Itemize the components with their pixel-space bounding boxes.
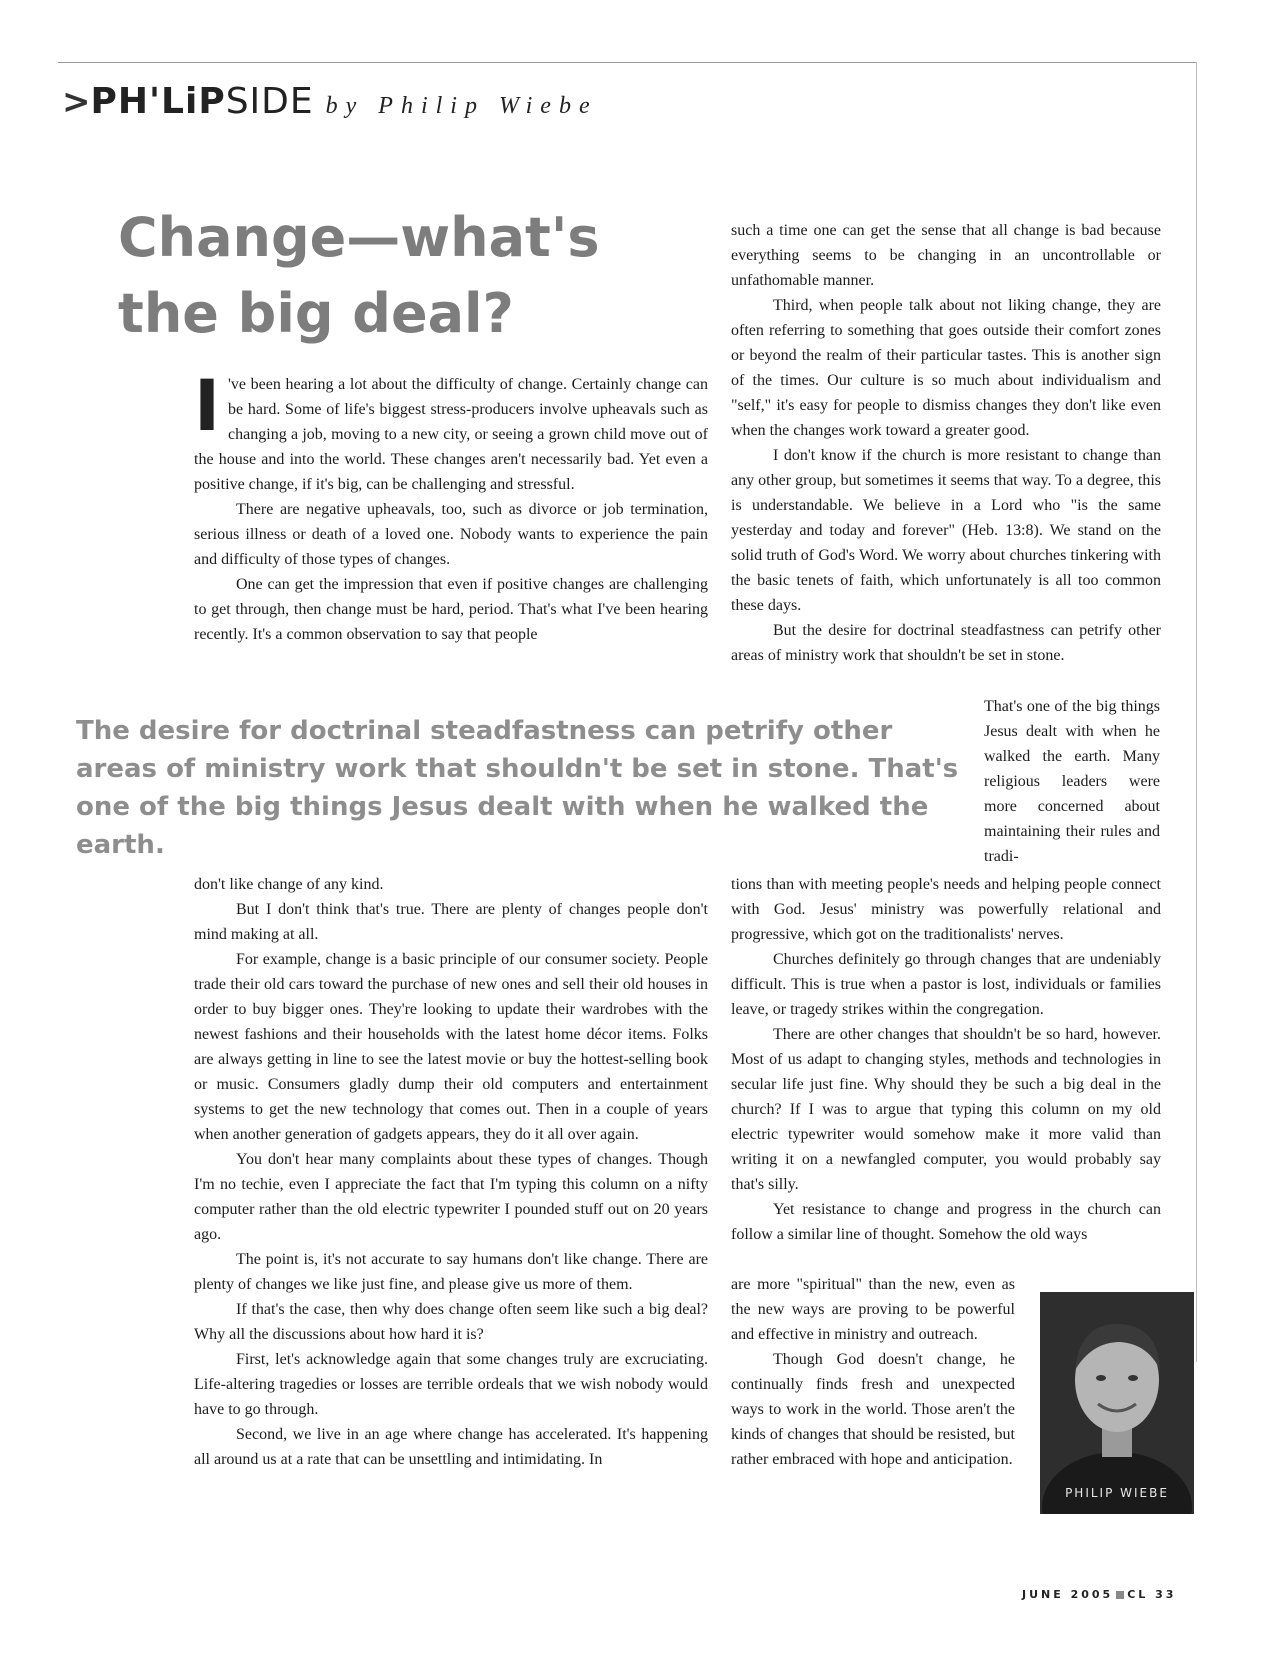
paragraph: First, let's acknowledge again that some changes truly are excruciating. Life-altering tragedies or losses are terrible ordeals that we wish nobody would have to go through.: [194, 1351, 708, 1418]
paragraph: But the desire for doctrinal steadfastness can petrify other areas of ministry work that shouldn't be set in stone.: [731, 622, 1161, 664]
header-brand-bold: PH'LiP: [90, 81, 226, 122]
drop-cap: I: [194, 365, 221, 447]
column-right-top: [731, 218, 1161, 668]
paragraph: I don't know if the church is more resistant to change than any other group, but sometimes it seems that way. To a degree, this is understandable. We believe in a Lord who "is the same yesterday and today and forever" (Heb. 13:8). We stand on the solid truth of God's Word. We worry about churches tinkering with the basic tenets of faith, which unfortunately is all too common these days.: [731, 447, 1161, 614]
paragraph: are more "spiritual" than the new, even as the new ways are proving to be powerful and effective in ministry and outreach.: [731, 1276, 1015, 1343]
column-right-middle: [731, 872, 1161, 1247]
portrait-image: [1040, 1292, 1194, 1514]
paragraph: Third, when people talk about not liking change, they are often referring to something that goes outside their comfort zones or beyond the realm of their particular tastes. This is another sign of the times. Our culture is so much about individualism and "self," it's easy for people to dismiss changes they don't like even when the changes work toward a greater good.: [731, 297, 1161, 439]
paragraph: Yet resistance to change and progress in the church can follow a similar line of thought. Somehow the old ways: [731, 1201, 1161, 1243]
right-rule: [1196, 62, 1197, 1362]
paragraph: There are negative upheavals, too, such as divorce or job termination, serious illness or death of a loved one. Nobody wants to experience the pain and difficulty of those types of changes.: [194, 501, 708, 568]
byline: by Philip Wiebe: [325, 93, 598, 119]
paragraph: If that's the case, then why does change often seem like such a big deal? Why all the discussions about how hard it is?: [194, 1301, 708, 1343]
paragraph: Second, we live in an age where change has accelerated. It's happening all around us at a rate that can be unsettling and intimidating. In: [194, 1426, 708, 1468]
column-right-bottom: [731, 1272, 1015, 1472]
paragraph: I 've been hearing a lot about the difficulty of change. Certainly change can be hard. Some of life's biggest stress-producers involve upheavals such as changing a job, moving to a new city, or seeing a grown child move out of the house and into the world. These changes aren't necessarily bad. Yet even a positive change, if it's big, can be challenging and stressful.: [194, 365, 708, 493]
paragraph: You don't hear many complaints about these types of changes. Though I'm no techie, even I appreciate the fact that I'm typing this column on a nifty computer rather than the old electric typewriter I pounded stuff out on 20 years ago.: [194, 1151, 708, 1243]
author-photo: [1040, 1292, 1194, 1514]
top-rule: [58, 62, 1196, 63]
headline: Change—what's the big deal?: [118, 206, 600, 345]
column-header: [62, 81, 598, 122]
paragraph: For example, change is a basic principle of our consumer society. People trade their old cars toward the purchase of new ones and sell their old houses in order to buy bigger ones. They're looking to update their wardrobes with the newest fashions and their households with the latest home décor items. Folks are always getting in line to see the latest movie or buy the hottest-selling book or music. Consumers gladly dump their old computers and entertainment systems to get the new technology that comes out. Then in a couple of years when another generation of gadgets appears, they do it all over again.: [194, 951, 708, 1143]
column-left-bottom: [194, 872, 708, 1472]
paragraph: The point is, it's not accurate to say humans don't like change. There are plenty of changes we like just fine, and please give us more of them.: [194, 1251, 708, 1293]
column-left-top: [194, 365, 708, 647]
paragraph: One can get the impression that even if positive changes are challenging to get through, then change must be hard, period. That's what I've been hearing recently. It's a common observation to say that people: [194, 576, 708, 643]
issue-date: JUNE 2005: [1022, 1588, 1114, 1601]
pull-quote: The desire for doctrinal steadfastness can petrify other areas of ministry work that shouldn't be set in stone. That's one of the big things Jesus dealt with when he walked the earth.: [76, 716, 959, 860]
header-arrow: >: [62, 82, 91, 122]
paragraph: But I don't think that's true. There are plenty of changes people don't mind making at all.: [194, 901, 708, 943]
paragraph: don't like change of any kind.: [194, 876, 384, 893]
page-number: CL 33: [1127, 1588, 1177, 1601]
header-brand-light: SIDE: [225, 81, 314, 122]
page-footer: [1022, 1588, 1176, 1601]
photo-caption: PHILIP WIEBE: [1065, 1486, 1169, 1500]
paragraph: such a time one can get the sense that all change is bad because everything seems to be changing in an uncontrollable or unfathomable manner.: [731, 222, 1161, 289]
paragraph: Churches definitely go through changes that are undeniably difficult. This is true when a pastor is lost, individuals or families leave, or tragedy strikes within the congregation.: [731, 951, 1161, 1018]
separator-square: [1116, 1591, 1124, 1599]
paragraph: There are other changes that shouldn't be so hard, however. Most of us adapt to changing styles, methods and technologies in secular life just fine. Why should they be such a big deal in the church? If I was to argue that typing this column on my old electric typewriter would somehow make it more valid than writing it on a newfangled computer, you would probably say that's silly.: [731, 1026, 1161, 1193]
paragraph: Though God doesn't change, he continually finds fresh and unexpected ways to work in the world. Those aren't the kinds of changes that should be resisted, but rather embraced with hope and anticipation.: [731, 1351, 1015, 1468]
wrapped-text: That's one of the big things Jesus dealt with when he walked the earth. Many religious leaders were more concerned about maintaining their rules and tradi-: [984, 698, 1160, 865]
paragraph: tions than with meeting people's needs and helping people connect with God. Jesus' ministry was powerfully relational and progressive, which got on the traditionalists' nerves.: [731, 876, 1161, 943]
